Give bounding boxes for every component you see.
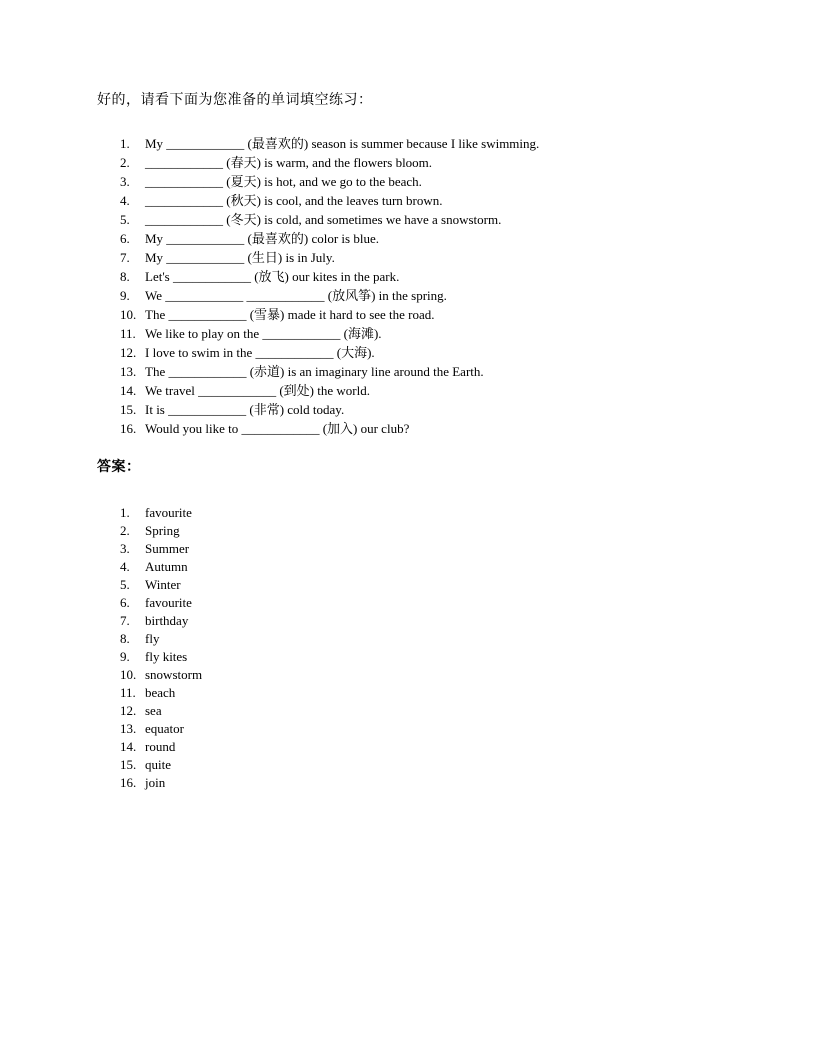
- exercise-item: [120, 381, 736, 400]
- answer-text: snowstorm: [145, 667, 203, 682]
- item-text: The ____________ (赤道) is an imaginary line around the Earth.: [145, 364, 484, 379]
- answer-text: sea: [145, 703, 162, 718]
- item-number: 8.: [120, 269, 130, 284]
- item-number: 2.: [120, 155, 130, 170]
- item-number: 9.: [120, 649, 130, 664]
- answer-text: fly kites: [145, 649, 188, 664]
- answer-list: [120, 504, 736, 792]
- exercise-item: [120, 134, 736, 153]
- answer-text: Summer: [145, 541, 190, 556]
- answer-item: [120, 522, 736, 540]
- item-text: ____________ (夏天) is hot, and we go to the beach.: [145, 174, 422, 189]
- item-number: 5.: [120, 212, 130, 227]
- answer-text: favourite: [145, 595, 192, 610]
- item-number: 11.: [120, 326, 136, 341]
- item-number: 6.: [120, 231, 130, 246]
- answer-text: round: [145, 739, 176, 754]
- item-text: We ____________ ____________ (放风筝) in the spring.: [145, 288, 447, 303]
- answer-text: birthday: [145, 613, 189, 628]
- exercise-item: [120, 172, 736, 191]
- exercise-item: [120, 210, 736, 229]
- answer-item: [120, 594, 736, 612]
- item-number: 9.: [120, 288, 130, 303]
- item-number: 4.: [120, 193, 130, 208]
- answer-text: Winter: [145, 577, 181, 592]
- item-text: ____________ (秋天) is cool, and the leaves turn brown.: [145, 193, 443, 208]
- answer-item: [120, 540, 736, 558]
- item-text: Let's ____________ (放飞) our kites in the park.: [145, 269, 400, 284]
- item-text: My ____________ (生日) is in July.: [145, 250, 335, 265]
- exercise-item: [120, 286, 736, 305]
- exercise-item: [120, 267, 736, 286]
- item-text: It is ____________ (非常) cold today.: [145, 402, 345, 417]
- answer-text: favourite: [145, 505, 192, 520]
- item-number: 12.: [120, 703, 137, 718]
- item-number: 4.: [120, 559, 130, 574]
- exercise-item: [120, 400, 736, 419]
- item-number: 10.: [120, 307, 137, 322]
- item-number: 2.: [120, 523, 130, 538]
- item-text: My ____________ (最喜欢的) color is blue.: [145, 231, 379, 246]
- item-text: The ____________ (雪暴) made it hard to see the road.: [145, 307, 435, 322]
- answer-item: [120, 684, 736, 702]
- item-number: 16.: [120, 775, 137, 790]
- answers-heading: 答案：: [97, 460, 141, 475]
- answer-text: fly: [145, 631, 160, 646]
- intro-text: 好的，请看下面为您准备的单词填空练习：: [97, 93, 373, 108]
- item-number: 16.: [120, 421, 137, 436]
- item-text: ____________ (冬天) is cold, and sometimes we have a snowstorm.: [145, 212, 502, 227]
- item-number: 15.: [120, 402, 137, 417]
- item-text: I love to swim in the ____________ (大海).: [145, 345, 375, 360]
- answer-text: beach: [145, 685, 176, 700]
- item-number: 3.: [120, 174, 130, 189]
- answer-item: [120, 738, 736, 756]
- exercise-list: [120, 134, 736, 438]
- item-number: 8.: [120, 631, 130, 646]
- exercise-item: [120, 305, 736, 324]
- exercise-item: [120, 324, 736, 343]
- item-number: 10.: [120, 667, 137, 682]
- item-number: 14.: [120, 739, 137, 754]
- answer-item: [120, 702, 736, 720]
- item-text: Would you like to ____________ (加入) our club?: [145, 421, 410, 436]
- answer-text: join: [145, 775, 166, 790]
- item-number: 6.: [120, 595, 130, 610]
- answer-item: [120, 774, 736, 792]
- item-number: 13.: [120, 721, 137, 736]
- answer-item: [120, 612, 736, 630]
- item-text: We like to play on the ____________ (海滩).: [145, 326, 382, 341]
- item-text: We travel ____________ (到处) the world.: [145, 383, 370, 398]
- exercise-item: [120, 419, 736, 438]
- exercise-item: [120, 191, 736, 210]
- answer-item: [120, 720, 736, 738]
- answer-item: [120, 756, 736, 774]
- exercise-item: [120, 153, 736, 172]
- exercise-item: [120, 343, 736, 362]
- item-number: 11.: [120, 685, 136, 700]
- answer-text: equator: [145, 721, 184, 736]
- answer-text: Spring: [145, 523, 180, 538]
- answer-item: [120, 666, 736, 684]
- item-text: My ____________ (最喜欢的) season is summer because I like swimming.: [145, 136, 540, 151]
- exercise-item: [120, 248, 736, 267]
- answer-text: quite: [145, 757, 171, 772]
- item-text: ____________ (春天) is warm, and the flowers bloom.: [145, 155, 433, 170]
- item-number: 1.: [120, 505, 130, 520]
- item-number: 7.: [120, 250, 130, 265]
- answer-text: Autumn: [145, 559, 188, 574]
- answer-item: [120, 558, 736, 576]
- item-number: 5.: [120, 577, 130, 592]
- item-number: 7.: [120, 613, 130, 628]
- item-number: 14.: [120, 383, 137, 398]
- item-number: 1.: [120, 136, 130, 151]
- answer-item: [120, 630, 736, 648]
- item-number: 13.: [120, 364, 137, 379]
- answer-item: [120, 504, 736, 522]
- item-number: 12.: [120, 345, 137, 360]
- item-number: 15.: [120, 757, 137, 772]
- answer-item: [120, 648, 736, 666]
- item-number: 3.: [120, 541, 130, 556]
- answer-item: [120, 576, 736, 594]
- exercise-item: [120, 229, 736, 248]
- exercise-item: [120, 362, 736, 381]
